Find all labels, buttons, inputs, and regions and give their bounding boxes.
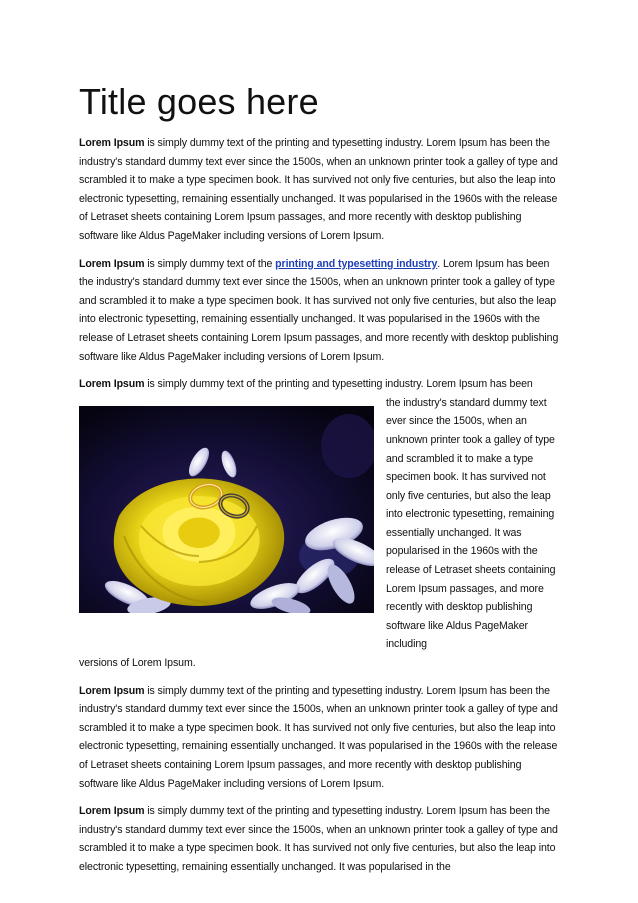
- paragraph-2: [79, 255, 563, 367]
- paragraph-text: is simply dummy text of the printing and typesetting industry. Lorem Ipsum has been: [147, 378, 533, 391]
- lead-term: Lorem Ipsum: [79, 805, 145, 818]
- lead-term: Lorem Ipsum: [79, 257, 145, 270]
- paragraph-text: . Lorem Ipsum has been the industry's standard dummy text ever since the 1500s, when an unknown printer took a galley of type and scrambled it to make a type specimen book. It has survived not only five centuries, but also the leap into electronic typesetting, remaining essentially unchanged. It was popularised in the 1960s with the release of Letraset sheets containing Lorem Ipsum passages, and more recently with desktop publishing software like Aldus PageMaker including versions of Lorem Ipsum.: [79, 257, 559, 363]
- paragraph-5: [79, 802, 563, 876]
- paragraph-tail: versions of Lorem Ipsum.: [79, 657, 196, 670]
- image-text-wrap: [79, 394, 563, 654]
- inline-link[interactable]: printing and typesetting industry: [275, 257, 438, 270]
- rose-rings-photo: [79, 406, 374, 613]
- paragraph-first-line: [79, 375, 563, 394]
- paragraph-4: [79, 682, 563, 794]
- paragraph-3: [79, 375, 563, 673]
- wrapped-text: the industry's standard dummy text ever since the 1500s, when an unknown printer took a galley of type and scrambled it to make a type specimen book. It has survived not only five centuries, but also the leap into electronic typesetting, remaining essentially unchanged. It was popularised in the 1960s with the release of Letraset sheets containing Lorem Ipsum passages, and more recently with desktop publishing software like Aldus PageMaker including: [386, 396, 556, 651]
- paragraph-text: is simply dummy text of the printing and typesetting industry. Lorem Ipsum has been the industry's standard dummy text ever since the 1500s, when an unknown printer took a galley of type and scrambled it to make a type specimen book. It has survived not only five centuries, but also the leap into electronic typesetting, remaining essentially unchanged. It was popularised in the 1960s with the release of Letraset sheets containing Lorem Ipsum passages, and more recently with desktop publishing software like Aldus PageMaker including versions of Lorem Ipsum.: [79, 684, 558, 790]
- paragraph-text: is simply dummy text of the printing and typesetting industry. Lorem Ipsum has been the industry's standard dummy text ever since the 1500s, when an unknown printer took a galley of type and scrambled it to make a type specimen book. It has survived not only five centuries, but also the leap into electronic typesetting, remaining essentially unchanged. It was popularised in the: [79, 805, 558, 873]
- paragraph-1: [79, 134, 563, 246]
- paragraph-text: is simply dummy text of the printing and typesetting industry. Lorem Ipsum has been the industry's standard dummy text ever since the 1500s, when an unknown printer took a galley of type and scrambled it to make a type specimen book. It has survived not only five centuries, but also the leap into electronic typesetting, remaining essentially unchanged. It was popularised in the 1960s with the release of Letraset sheets containing Lorem Ipsum passages, and more recently with desktop publishing software like Aldus PageMaker including versions of Lorem Ipsum.: [79, 137, 558, 242]
- document-body: [79, 80, 563, 886]
- lead-term: Lorem Ipsum: [79, 137, 145, 149]
- lead-term: Lorem Ipsum: [79, 378, 145, 391]
- paragraph-text: is simply dummy text of the: [147, 257, 273, 270]
- rose-photo-image: [79, 406, 374, 613]
- lead-term: Lorem Ipsum: [79, 684, 145, 697]
- page-title: Title goes here: [79, 81, 319, 122]
